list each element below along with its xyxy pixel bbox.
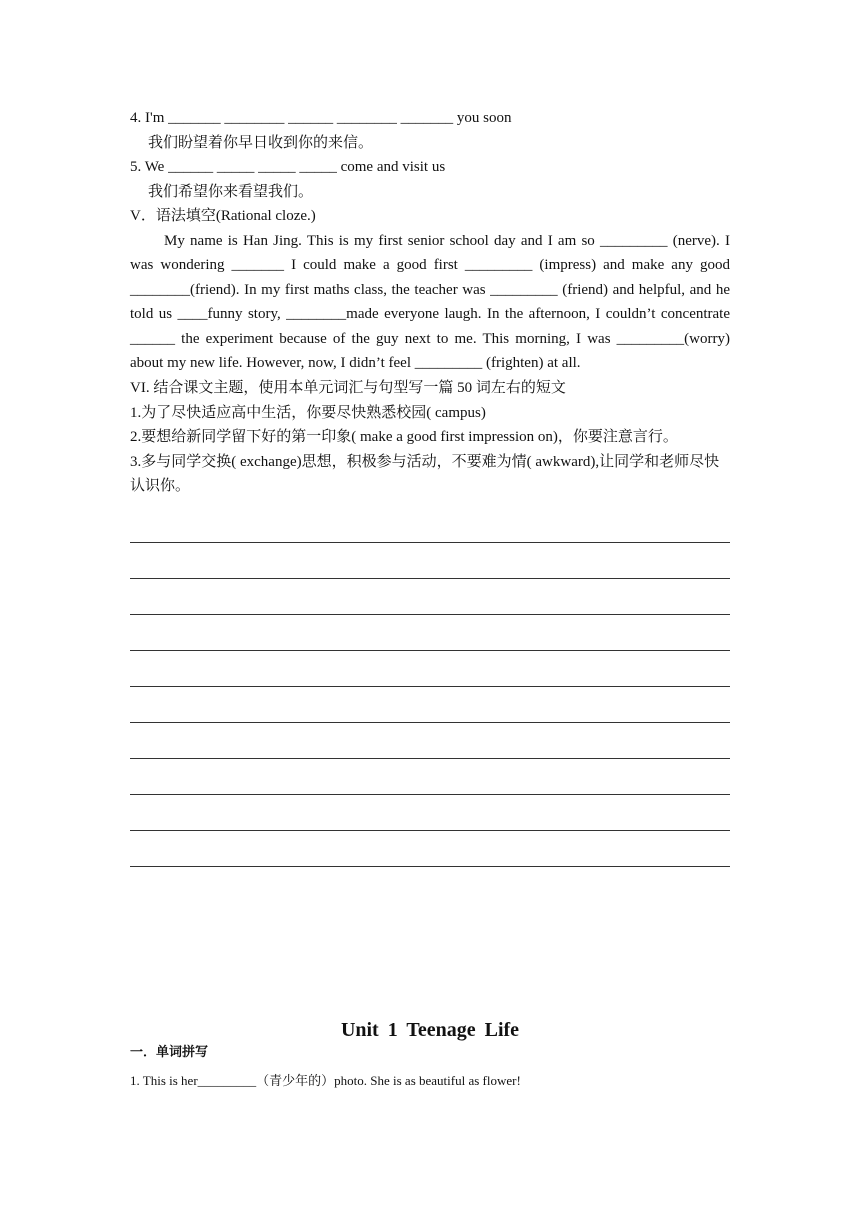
section-vi-heading: VI. 结合课文主题，使用本单元词汇与句型写一篇 50 词左右的短文: [130, 380, 566, 397]
writing-point-2: 2.要想给新同学留下好的第一印象( make a good first impression on)，你要注意言行。: [130, 429, 678, 446]
writing-line[interactable]: [130, 693, 730, 729]
writing-point-3: 3.多与同学交换( exchange)思想，积极参与活动，不要难为情( awkward),让同学和老师尽快认识你。: [130, 453, 720, 495]
question-1: 1. This is her_________（青少年的）photo. She is as beautiful as flower!: [130, 1073, 521, 1088]
writing-point-1: 1.为了尽快适应高中生活，你要尽快熟悉校园( campus): [130, 404, 486, 421]
cloze-passage: My name is Han Jing. This is my first senior school day and I am so _________ (nerve). I was wondering _______ I could make a good first _________ (impress) and make any good ________(friend). In my first maths class, the teacher was _________ (friend) and helpful, and he told us ____funny story, ________made everyone laugh. In the afternoon, I couldn’t concentrate ______ the experiment because of the guy next to me. This morning, I was _________(worry) about my new life. However, now, I didn’t feel _________ (frighten) at all.: [130, 232, 730, 372]
section-v-heading: V．语法填空(Rational cloze.): [130, 208, 316, 224]
item-5-en: 5. We ______ _____ _____ _____ come and visit us: [130, 159, 446, 175]
writing-line[interactable]: [130, 513, 730, 549]
item-4-en: 4. I'm _______ ________ ______ ________ _______ you soon: [130, 110, 512, 126]
writing-line[interactable]: [130, 729, 730, 765]
writing-line[interactable]: [130, 657, 730, 693]
writing-lines[interactable]: [130, 513, 730, 873]
writing-line[interactable]: [130, 765, 730, 801]
worksheet-page: [130, 106, 730, 873]
writing-line[interactable]: [130, 837, 730, 873]
writing-line[interactable]: [130, 549, 730, 585]
writing-line[interactable]: [130, 801, 730, 837]
section-title: 一．单词拼写: [130, 1044, 209, 1059]
item-4-cn: 我们盼望着你早日收到你的来信。: [148, 134, 374, 151]
writing-line[interactable]: [130, 585, 730, 621]
item-5-cn: 我们希望你来看望我们。: [148, 183, 314, 200]
writing-line[interactable]: [130, 621, 730, 657]
unit-title: Unit 1 Teenage Life: [340, 1019, 520, 1041]
